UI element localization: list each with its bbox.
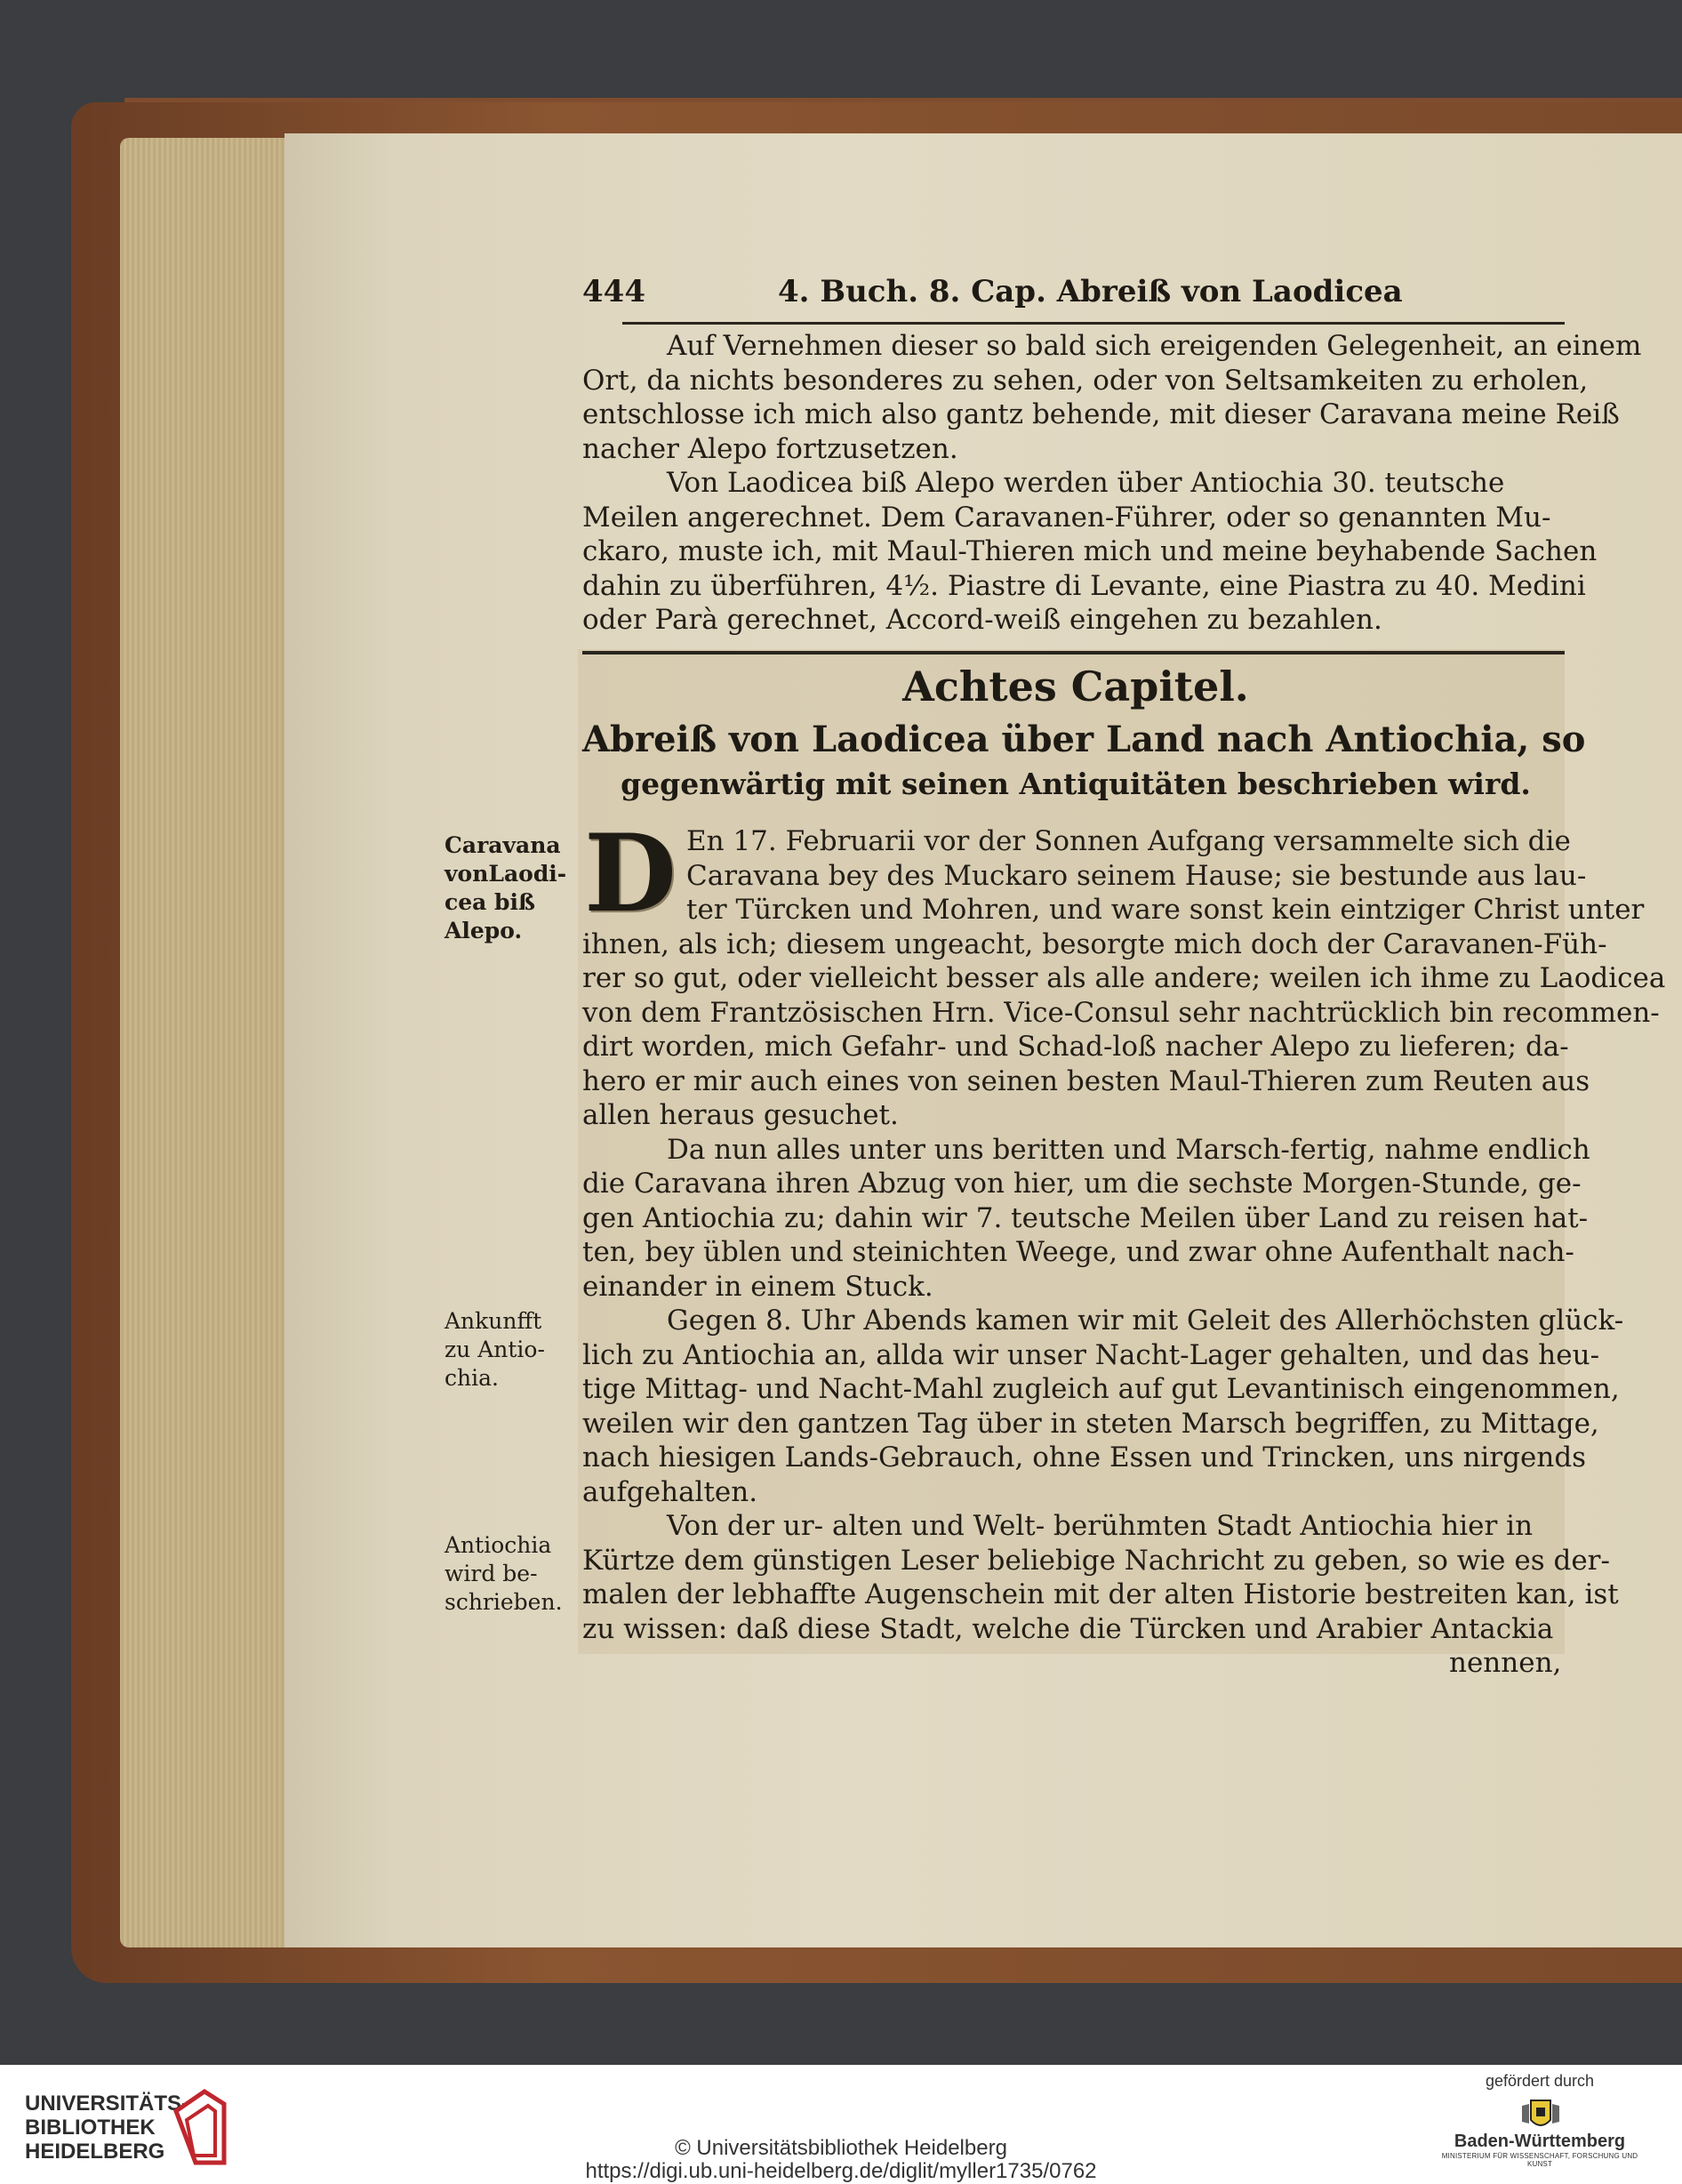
text-line: Gegen 8. Uhr Abends kamen wir mit Geleit des Allerhöchsten glück- [667, 1305, 1624, 1337]
section3-text [582, 1304, 1623, 1509]
text-line: Auf Vernehmen dieser so bald sich ereigenden Gelegenheit, an einem [667, 330, 1642, 362]
text-line: einander in einem Stuck. [582, 1270, 933, 1303]
text-line: ihnen, als ich; diesem ungeacht, besorgte mich doch der Caravanen-Füh- [582, 927, 1607, 960]
marginal-line: wird be- [445, 1561, 538, 1586]
marginal-line: Ankunfft [445, 1308, 542, 1334]
text-line: nach hiesigen Lands-Gebrauch, ohne Essen und Trincken, uns nirgends [582, 1441, 1587, 1473]
text-line: allen heraus gesuchet. [582, 1099, 899, 1131]
header-rule [622, 322, 1565, 325]
section1-text-indented [686, 824, 1644, 927]
ministry-name: MINISTERIUM FÜR WISSENSCHAFT, FORSCHUNG UND KUNST [1441, 2152, 1638, 2168]
chapter-title-line2: gegenwärtig mit seinen Antiquitäten beschrieben wird. [621, 767, 1531, 801]
page-stack-edge [120, 138, 298, 1947]
running-title: 4. Buch. 8. Cap. Abreiß von Laodicea [778, 274, 1403, 309]
text-line: Ort, da nichts besonderes zu sehen, oder von Seltsamkeiten zu erholen, [582, 364, 1589, 397]
library-logo-line: BIBLIOTHEK [25, 2116, 156, 2140]
text-line: rer so gut, oder vielleicht besser als alle andere; weilen ich ihme zu Laodicea [582, 962, 1666, 994]
text-line: ter Türcken und Mohren, und ware sonst kein eintziger Christ unter [686, 894, 1645, 926]
marginal-line: vonLaodi- [445, 861, 567, 887]
text-line: von dem Frantzösischen Hrn. Vice-Consul sehr nachtrücklich bin recommen- [582, 996, 1660, 1029]
text-line: weilen wir den gantzen Tag über in steten Marsch begriffen, zu Mittage, [582, 1407, 1599, 1440]
text-line: oder Parà gerechnet, Accord-weiß eingehen zu bezahlen. [582, 604, 1382, 636]
copyright-text: © Universitätsbibliothek Heidelberg [675, 2136, 1007, 2160]
funded-by-label: gefördert durch [1485, 2072, 1595, 2090]
marginal-line: Alepo. [445, 918, 523, 943]
section-rule [582, 651, 1565, 654]
section2-text [582, 1133, 1590, 1305]
text-line: nacher Alepo fortzusetzen. [582, 432, 958, 465]
text-line: ckaro, muste ich, mit Maul-Thieren mich und meine beyhabende Sachen [582, 535, 1598, 567]
catchword: nennen, [1449, 1647, 1562, 1679]
state-name: Baden-Württemberg [1454, 2132, 1626, 2151]
marginal-line: zu Antio- [445, 1337, 545, 1362]
text-line: die Caravana ihren Abzug von hier, um die sechste Morgen-Stunde, ge- [582, 1168, 1582, 1200]
section4-text [582, 1509, 1619, 1646]
text-line: Meilen angerechnet. Dem Caravanen-Führer, oder so genannten Mu- [582, 501, 1551, 534]
text-line: Da nun alles unter uns beritten und Marsch-fertig, nahme endlich [667, 1133, 1590, 1166]
running-head [582, 274, 1560, 318]
marginal-line: chia. [445, 1365, 499, 1391]
text-line: entschlosse ich mich also gantz behende, mit dieser Caravana meine Reiß [582, 398, 1620, 430]
text-line: zu wissen: daß diese Stadt, welche die Türcken und Arabier Antackia [582, 1612, 1554, 1645]
chapter-number: Achtes Capitel. [902, 662, 1249, 711]
marginal-line: schrieben. [445, 1589, 563, 1615]
text-line: gen Antiochia zu; dahin wir 7. teutsche Meilen über Land zu reisen hat- [582, 1201, 1589, 1234]
text-line: Kürtze dem günstigen Leser beliebige Nachricht zu geben, so wie es der- [582, 1544, 1610, 1577]
marginal-line: Caravana [445, 832, 561, 858]
library-logo-line: HEIDELBERG [25, 2140, 165, 2164]
text-line: dirt worden, mich Gefahr- und Schad-loß nacher Alepo zu lieferen; da- [582, 1031, 1569, 1063]
section1-text [582, 927, 1665, 1133]
library-logo-line: UNIVERSITÄTS- [25, 2092, 189, 2116]
marginal-note-antiochia [445, 1531, 569, 1617]
marginal-line: cea biß [445, 889, 536, 915]
text-line: dahin zu überführen, 4½. Piastre di Levante, eine Piastra zu 40. Medini [582, 569, 1586, 602]
marginal-note-caravana [445, 831, 569, 945]
text-line: hero er mir auch eines von seinen besten Maul-Thieren zum Reuten aus [582, 1064, 1590, 1097]
text-line: lich zu Antiochia an, allda wir unser Nacht-Lager gehalten, und das heu- [582, 1338, 1600, 1371]
chapter-title-line1: Abreiß von Laodicea über Land nach Antiochia, so [582, 719, 1586, 760]
text-line: Von der ur- alten und Welt- berühmten Stadt Antiochia hier in [667, 1510, 1534, 1542]
intro-text [582, 329, 1641, 638]
permalink-url[interactable]: https://digi.ub.uni-heidelberg.de/diglit/myller1735/0762 [585, 2159, 1097, 2183]
text-line: malen der lebhaffte Augenschein mit der alten Historie bestreiten kan, ist [582, 1578, 1619, 1610]
text-line: tige Mittag- und Nacht-Mahl zugleich auf gut Levantinisch eingenommen, [582, 1373, 1620, 1405]
marginal-line: Antiochia [445, 1532, 552, 1558]
funder-logo[interactable] [1433, 2072, 1646, 2168]
text-line: En 17. Februarii vor der Sonnen Aufgang versammelte sich die [686, 825, 1571, 857]
drop-cap: D [583, 811, 677, 936]
text-line: Caravana bey des Muckaro seinem Hause; sie bestunde aus lau- [686, 859, 1587, 892]
marginal-note-ankunfft [445, 1307, 569, 1393]
coat-of-arms-icon [1518, 2097, 1563, 2134]
page-number: 444 [582, 274, 645, 309]
footer-bar [0, 2065, 1682, 2184]
text-line: Von Laodicea biß Alepo werden über Antiochia 30. teutsche [667, 467, 1505, 499]
text-line: aufgehalten. [582, 1475, 758, 1508]
text-line: ten, bey üblen und steinichten Weege, und zwar ohne Aufenthalt nach- [582, 1236, 1574, 1268]
